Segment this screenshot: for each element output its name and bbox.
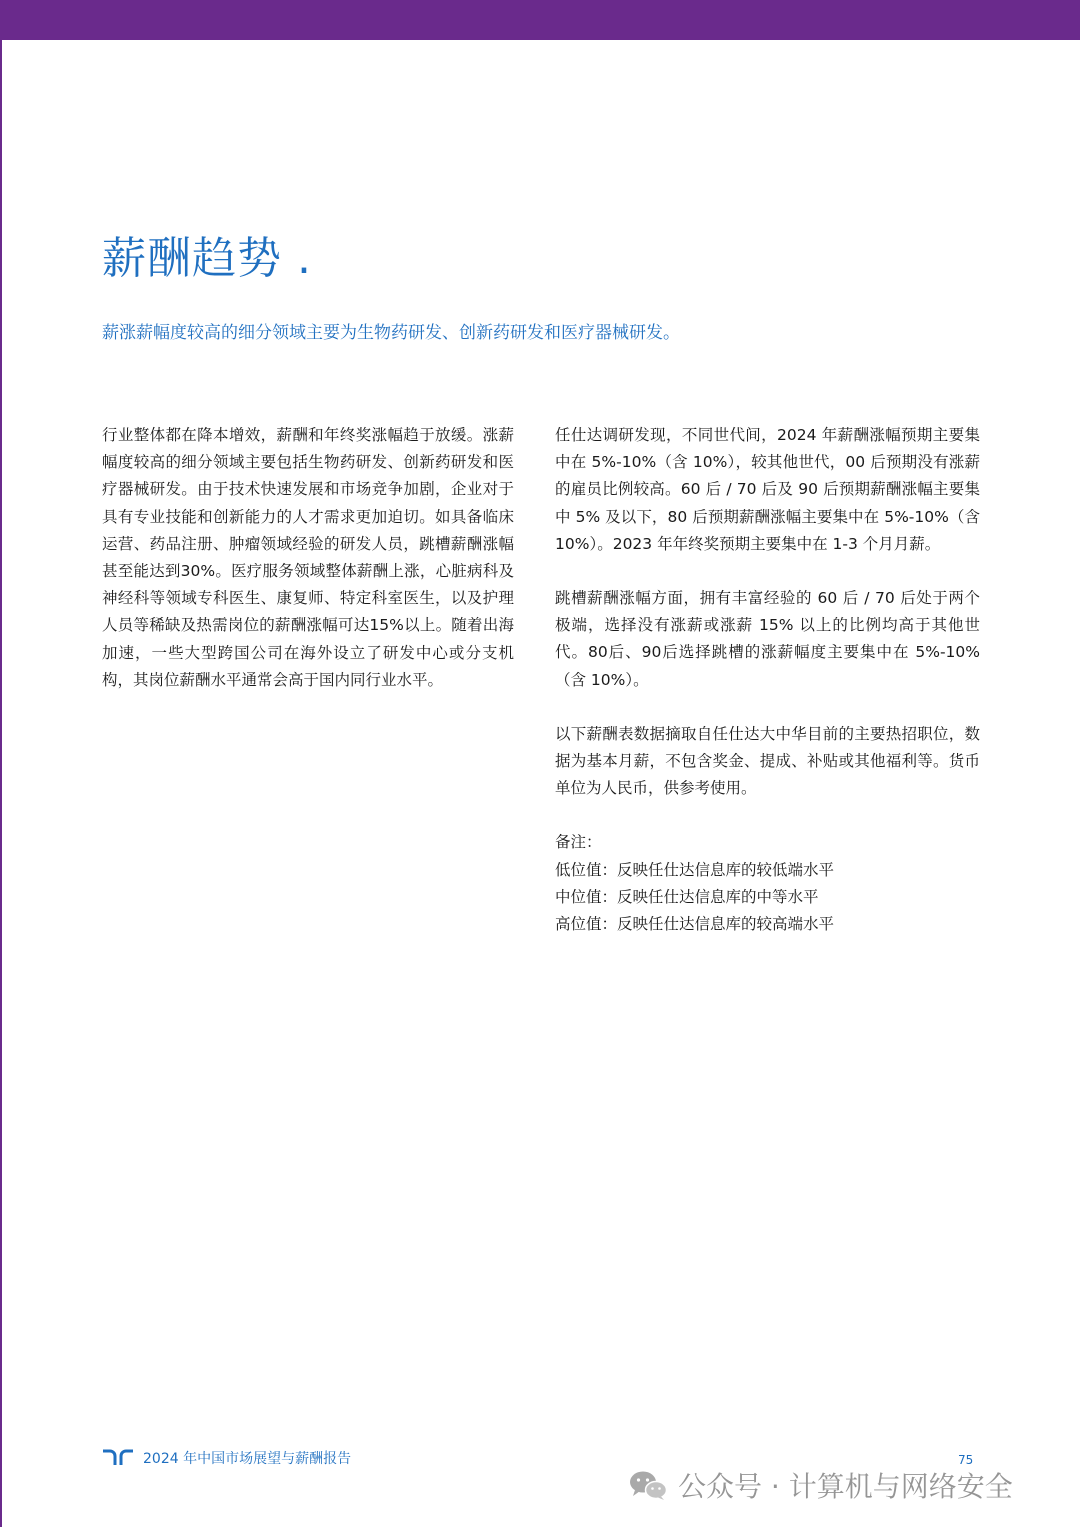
- job-hopping-paragraph: 跳槽薪酬涨幅方面，拥有丰富经验的 60 后 / 70 后处于两个极端，选择没有涨薪或涨薪 15% 以上的比例均高于其他世代。80后、90后选择跳槽的涨薪幅度主要集中在 5%-10%（含 10%）。: [555, 589, 980, 689]
- page-title: 薪酬趋势 .: [102, 233, 312, 284]
- left-paragraph: 行业整体都在降本增效，薪酬和年终奖涨幅趋于放缓。涨薪幅度较高的细分领域主要包括生物药研发、创新药研发和医疗器械研发。由于技术快速发展和市场竞争加剧，企业对于具有专业技能和创新能力的人才需求更加迫切。如具备临床运营、药品注册、肿瘤领域经验的研发人员，跳槽薪酬涨幅甚至能达到30%。医疗服务领域整体薪酬上涨，心脏病科及神经科等领域专科医生、康复师、特定科室医生，以及护理人员等稀缺及热需岗位的薪酬涨幅可达15%以上。随着出海加速，一些大型跨国公司在海外设立了研发中心或分支机构，其岗位薪酬水平通常会高于国内同行业水平。: [102, 426, 514, 689]
- salary-table-note-paragraph: 以下薪酬表数据摘取自任仕达大中华目前的主要热招职位，数据为基本月薪，不包含奖金、提成、补贴或其他福利等。货币单位为人民币，供参考使用。: [555, 724, 980, 798]
- wechat-watermark: [628, 1465, 1013, 1505]
- left-column: [102, 422, 514, 694]
- remarks-block: [555, 829, 980, 938]
- right-column: [555, 422, 980, 938]
- page-number: 75: [958, 1453, 974, 1467]
- page-subtitle: 薪涨薪幅度较高的细分领域主要为生物药研发、创新药研发和医疗器械研发。: [102, 323, 680, 343]
- header-band: [0, 0, 1080, 40]
- watermark-text: 公众号 · 计算机与网络安全: [678, 1470, 1013, 1503]
- generation-salary-paragraph: 任仕达调研发现，不同世代间，2024 年薪酬涨幅预期主要集中在 5%-10%（含 10%），较其他世代，00 后预期没有涨薪的雇员比例较高。60 后 / 70 后及 90 后预期薪酬涨幅主要集中 5% 及以下，80 后预期薪酬涨幅主要集中在 5%-10%（含 10%）。2023 年年终奖预期主要集中在 1-3 个月月薪。: [555, 426, 980, 553]
- remark-high-value: 高位值：反映任仕达信息库的较高端水平: [555, 915, 835, 934]
- wechat-icon: [628, 1469, 668, 1501]
- left-border-rule: [0, 40, 2, 1527]
- remarks-heading: 备注：: [555, 833, 602, 852]
- remark-low-value: 低位值：反映任仕达信息库的较低端水平: [555, 860, 835, 879]
- footer-report-title: 2024 年中国市场展望与薪酬报告: [143, 1451, 352, 1467]
- randstad-logo-icon: [102, 1448, 134, 1466]
- remark-mid-value: 中位值：反映任仕达信息库的中等水平: [555, 887, 819, 906]
